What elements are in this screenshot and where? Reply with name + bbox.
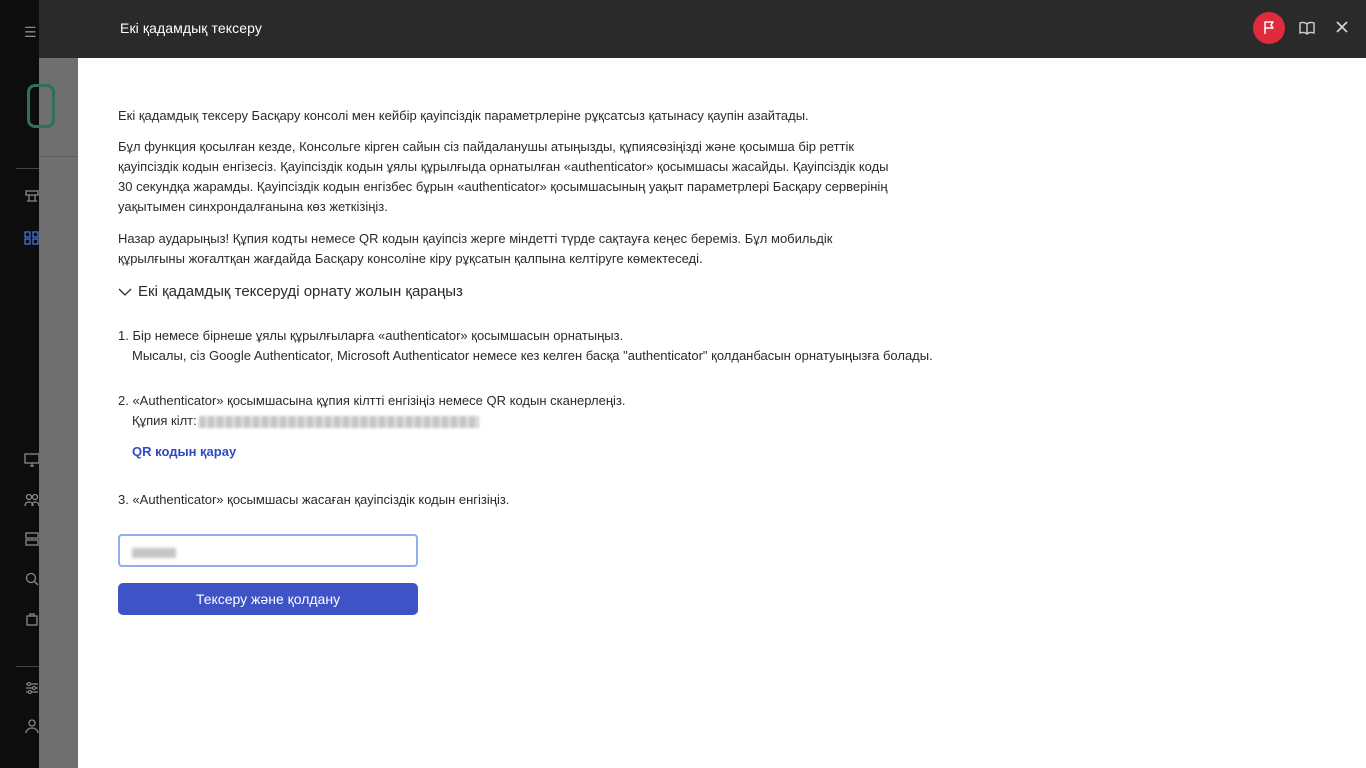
dialog-header [39,0,1366,58]
setup-instructions-expander[interactable] [118,282,463,302]
app-logo [27,84,55,128]
flag-icon [1261,20,1277,36]
nav-divider [16,168,40,169]
view-qr-code-link[interactable]: QR кодын қарау [132,444,237,459]
secret-key-label: Құпия кілт: [132,413,197,428]
intro-paragraph-3: Назар аударыңыз! Құпия кодты немесе QR кодын қауіпсіз жерге міндетті түрде сақтауға кеңес береміз. Бұл мобильдік құрылғыны жоғалтқан жағдайда Басқару консоліне кіру рұқсатын қалпына келтіруге көмектеседі. [118,231,833,266]
secret-key-row [118,411,625,431]
step-3-text: 3. «Authenticator» қосымшасы жасаған қауіпсіздік кодын енгізіңіз. [118,492,510,507]
chevron-down-icon [118,285,132,299]
close-button[interactable] [1333,19,1351,37]
book-icon [1298,19,1316,37]
divider [39,156,78,157]
users-icon[interactable] [24,492,40,508]
step-1-subtext: Мысалы, сіз Google Authenticator, Microsoft Authenticator немесе кез келген басқа "authenticator" қолданбасын орнатуыңызға болады. [132,348,933,363]
flag-button[interactable] [1253,12,1285,44]
close-icon [1334,19,1350,35]
intro-paragraph-2: Бұл функция қосылған кезде, Консольге кірген сайын сіз пайдаланушы атыңызды, құпиясөзіңізді және қосымша бір реттік қауіпсіздік кодын енгізесіз. Қауіпсіздік кодын ұялы құрылғыда орнатылған «authenticator» қосымшасы жасайды. Қауіпсіздік коды 30 секундқа жарамды. Қауіпсіздік кодын енгізбес бұрын «authenticator» қосымшасының уақыт параметрлері Басқару серверінің уақытымен синхрондалғанына көз жеткізіңіз. [118,139,889,214]
search-icon[interactable] [24,571,40,587]
dialog-title: Екі қадамдық тексеру [120,20,262,36]
monitor-icon[interactable] [24,452,40,468]
bag-icon[interactable] [24,611,40,627]
apps-icon[interactable] [24,230,40,246]
server-icon[interactable] [24,531,40,547]
secret-key-value-redacted [199,416,479,428]
dashboard-icon[interactable] [24,188,40,204]
nav-divider [16,666,40,667]
expander-label: Екі қадамдық тексеруді орнату жолын қараңыз [138,283,463,300]
help-book-button[interactable] [1298,19,1316,37]
sliders-icon[interactable] [24,680,40,696]
user-icon[interactable] [24,718,40,734]
step-2 [118,391,625,431]
security-code-input[interactable] [118,534,418,567]
dialog-body [78,58,1366,768]
step-2-text: 2. «Authenticator» қосымшасына құпия кілтті енгізіңіз немесе QR кодын сканерлеңіз. [118,393,626,408]
menu-icon[interactable]: ☰ [24,24,37,40]
step-1-text: 1. Бір немесе бірнеше ұялы құрылғыларға «authenticator» қосымшасын орнатыңыз. [118,328,624,343]
dimmed-background [39,58,78,768]
intro-paragraph-1: Екі қадамдық тексеру Басқару консолі мен кейбір қауіпсіздік параметрлеріне рұқсатсыз қатынасу қаупін азайтады. [118,108,809,123]
verify-and-apply-button[interactable]: Тексеру және қолдану [118,583,418,615]
step-1 [118,326,933,366]
